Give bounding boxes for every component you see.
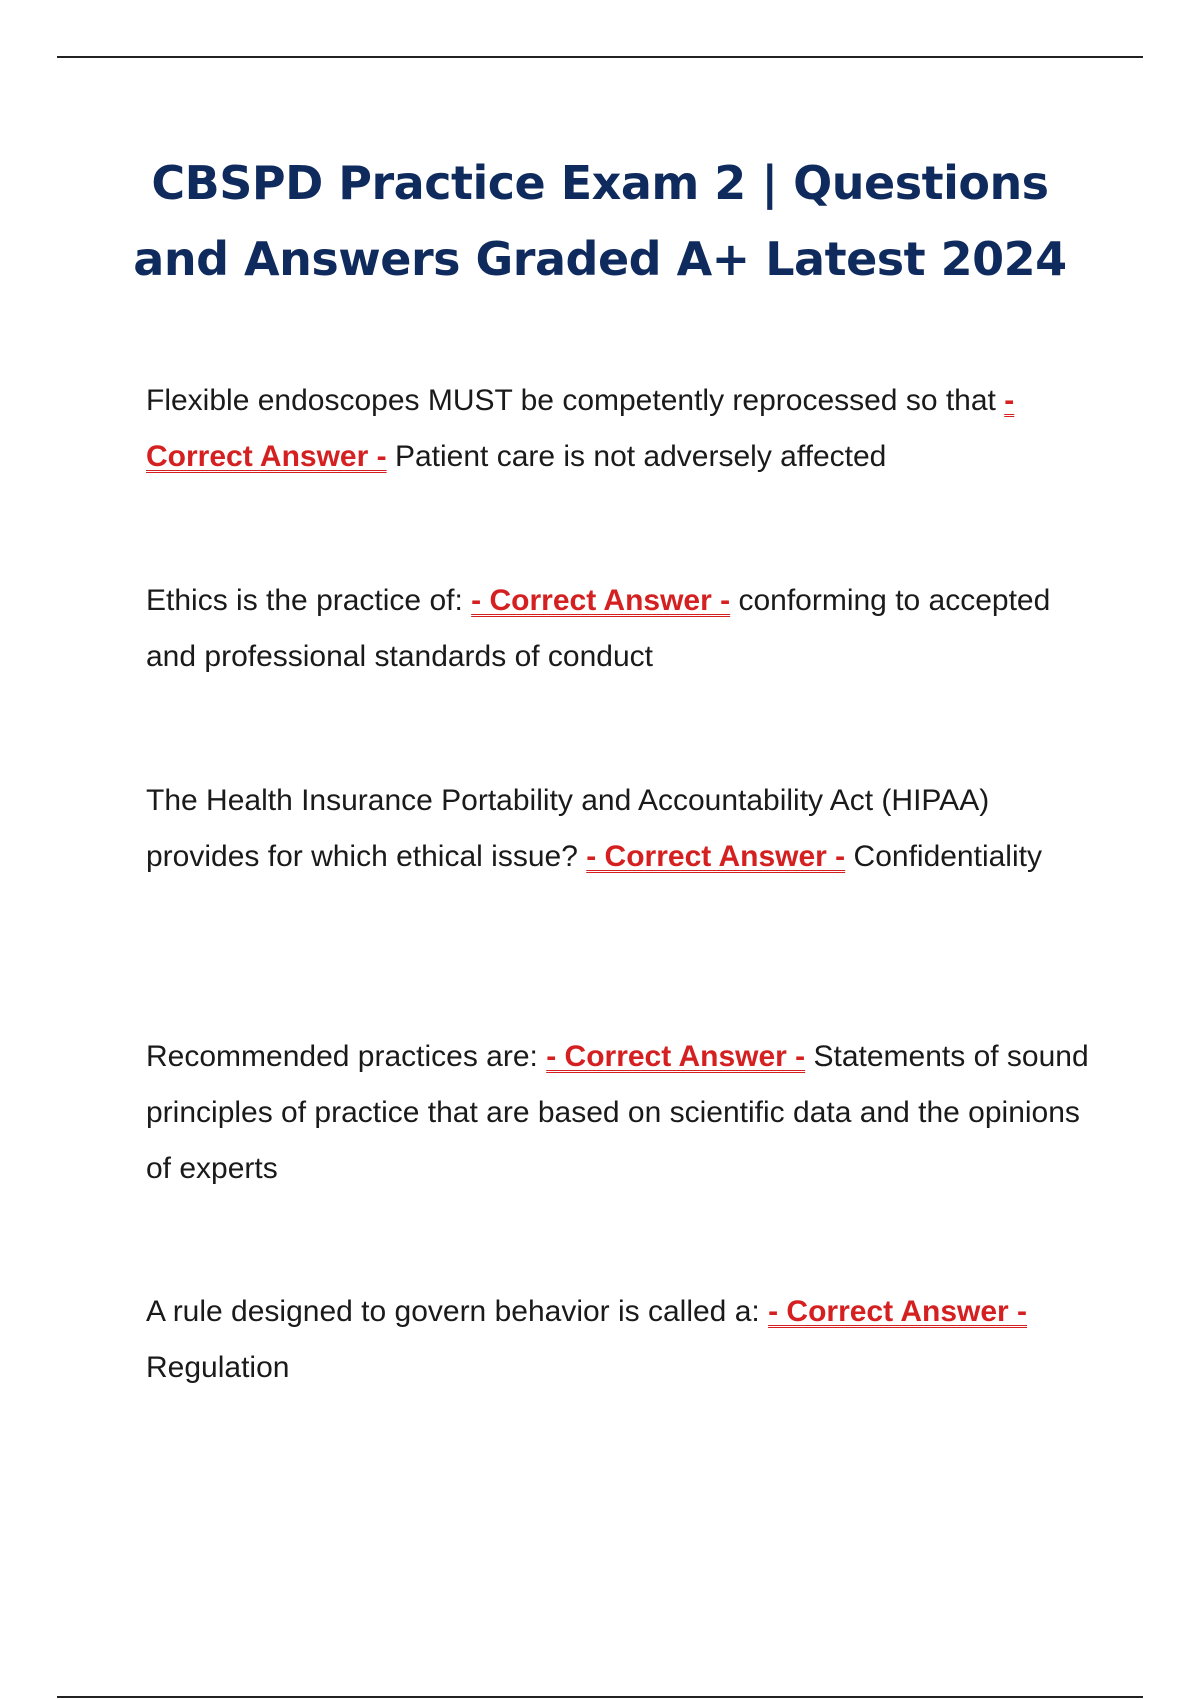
qa-item-1 [146,373,1096,485]
question-text: A rule designed to govern behavior is called a: [146,1295,760,1328]
correct-answer-marker: - Correct Answer - [586,840,846,873]
answer-text: Regulation [146,1351,290,1384]
answer-text: conforming to accepted and professional standards of conduct [146,584,1051,673]
question-text: The Health Insurance Portability and Accountability Act (HIPAA) provides for which ethical issue? [146,784,990,873]
correct-answer-marker: - Correct Answer - [546,1040,806,1073]
question-text: Recommended practices are: [146,1040,538,1073]
qa-item-4 [146,1029,1096,1197]
header-rule [57,56,1143,58]
answer-text: Statements of sound principles of practice that are based on scientific data and the opinions of experts [146,1040,1089,1185]
correct-answer-marker: - Correct Answer - [471,584,731,617]
answer-text: Patient care is not adversely affected [394,440,887,473]
qa-item-2 [146,573,1096,685]
correct-answer-marker: - Correct Answer - [146,384,1015,473]
answer-text: Confidentiality [853,840,1042,873]
qa-item-3 [146,773,1096,885]
correct-answer-marker: - Correct Answer - [768,1295,1028,1328]
question-text: Flexible endoscopes MUST be competently reprocessed so that [146,384,996,417]
footer-rule [57,1696,1143,1698]
question-text: Ethics is the practice of: [146,584,463,617]
qa-item-5 [146,1284,1096,1396]
document-title: CBSPD Practice Exam 2 | Questions and Answers Graded A+ Latest 2024 [133,156,1067,286]
